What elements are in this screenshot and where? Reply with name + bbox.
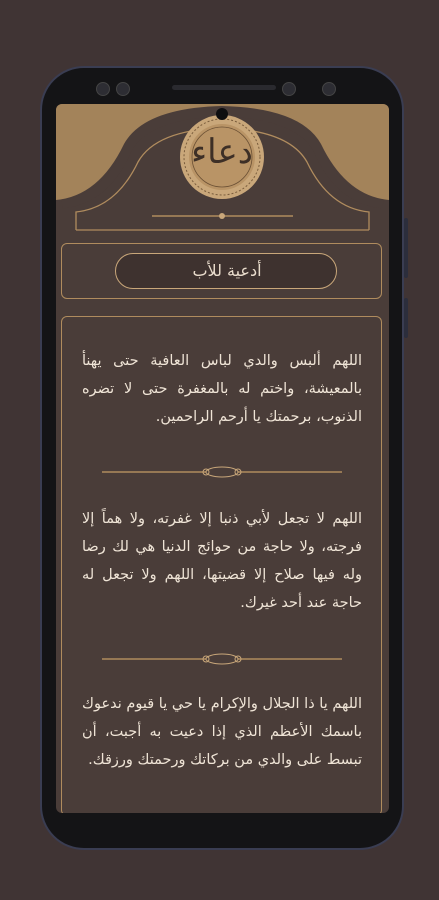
volume-button [404, 218, 408, 278]
phone-frame [40, 66, 404, 850]
title-pill [115, 253, 337, 289]
ornament-divider [102, 651, 342, 667]
app-screen [56, 104, 389, 813]
sensor-icon [322, 82, 336, 96]
punch-hole-camera [216, 108, 228, 120]
page-title: أدعية للأب [192, 261, 262, 280]
sensor-icon [116, 82, 130, 96]
power-button [404, 298, 408, 338]
phone-top-bar [42, 68, 402, 104]
duaa-list [61, 316, 382, 813]
front-camera-icon [282, 82, 296, 96]
duaa-text: اللهم يا ذا الجلال والإكرام يا حي يا قيوم ندعوك باسمك الأعظم الذي إذا دعيت به أجبت، أن تبسط على والدي من بركاتك ورحمتك ورزقك. [82, 696, 362, 768]
sensor-icon [96, 82, 110, 96]
arch-header [56, 104, 389, 244]
emblem-text: دعاء [191, 132, 253, 172]
ornament-divider [102, 464, 342, 480]
duaa-text: اللهم لا تجعل لأبي ذنبا إلا غفرته، ولا هماً إلا فرجته، ولا حاجة من حوائج الدنيا هي لك رضا وله فيها صلاح إلا قضيتها، اللهم ولا تجعل له حاجة عند أحد غيرك. [82, 511, 362, 611]
duaa-emblem [179, 114, 265, 200]
title-section [56, 243, 389, 303]
duaa-text: اللهم ألبس والدي لباس العافية حتى يهنأ بالمعيشة، واختم له بالمغفرة حتى لا تضره الذنوب، برحمتك يا أرحم الراحمين. [82, 353, 362, 425]
earpiece-speaker [172, 85, 276, 90]
